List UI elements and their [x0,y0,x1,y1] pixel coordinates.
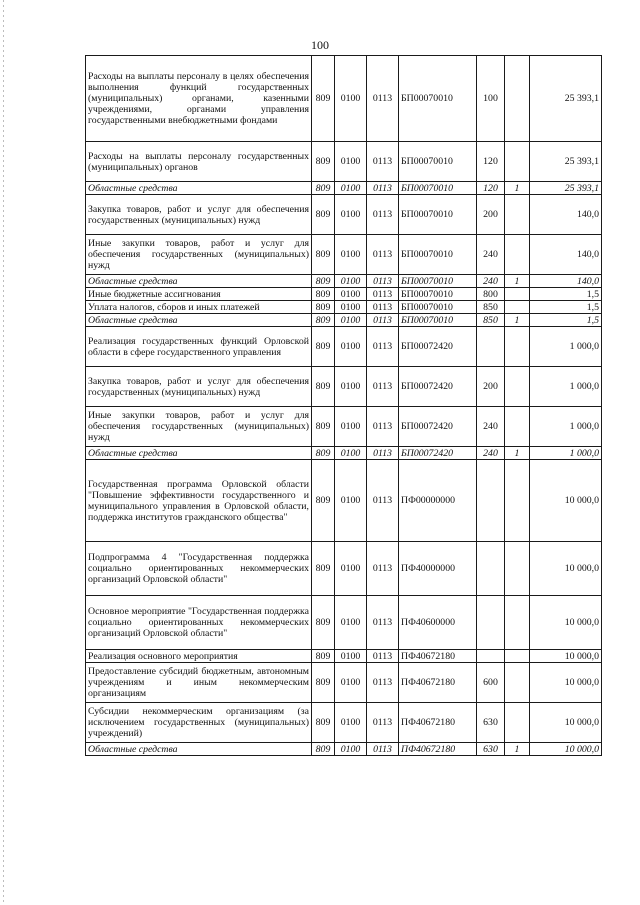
row-name: Иные закупки товаров, работ и услуг для обеспечения государственных (муниципальных) нужд [86,407,312,447]
row-target-code: БП00072420 [399,447,477,460]
row-target-code: БП00072420 [399,367,477,407]
row-fund-source [505,703,530,743]
row-expense-type [477,650,505,663]
row-section: 0100 [335,743,367,756]
row-target-code: БП00070010 [399,142,477,182]
row-section: 0100 [335,663,367,703]
row-amount: 1,5 [530,314,602,327]
row-fund-source [505,650,530,663]
row-target-code: БП00070010 [399,195,477,235]
table-row [86,596,602,650]
row-amount: 140,0 [530,235,602,275]
row-grbs: 809 [312,56,335,142]
row-target-code: ПФ40672180 [399,703,477,743]
row-amount: 1 000,0 [530,367,602,407]
row-name: Уплата налогов, сборов и иных платежей [86,301,312,314]
row-subsection: 0113 [367,235,399,275]
row-fund-source: 1 [505,447,530,460]
row-fund-source [505,235,530,275]
row-name: Иные закупки товаров, работ и услуг для обеспечения государственных (муниципальных) нужд [86,235,312,275]
row-section: 0100 [335,275,367,288]
row-amount: 25 393,1 [530,142,602,182]
row-fund-source [505,663,530,703]
row-expense-type: 120 [477,182,505,195]
table-row [86,327,602,367]
row-expense-type: 120 [477,142,505,182]
scan-margin-line [3,0,4,905]
row-expense-type [477,460,505,542]
table-row [86,288,602,301]
row-subsection: 0113 [367,195,399,235]
row-subsection: 0113 [367,703,399,743]
row-expense-type: 630 [477,743,505,756]
row-amount: 10 000,0 [530,542,602,596]
row-expense-type: 850 [477,314,505,327]
row-subsection: 0113 [367,56,399,142]
row-section: 0100 [335,182,367,195]
row-fund-source [505,327,530,367]
row-grbs: 809 [312,650,335,663]
row-section: 0100 [335,650,367,663]
row-fund-source [505,407,530,447]
table-row [86,56,602,142]
row-grbs: 809 [312,367,335,407]
row-target-code: БП00072420 [399,407,477,447]
row-subsection: 0113 [367,314,399,327]
row-fund-source: 1 [505,275,530,288]
row-section: 0100 [335,301,367,314]
row-name: Основное мероприятие "Государственная поддержка социально ориентированных некоммерческих организаций Орловской области" [86,596,312,650]
table-row [86,367,602,407]
row-expense-type: 240 [477,235,505,275]
row-subsection: 0113 [367,275,399,288]
row-grbs: 809 [312,743,335,756]
row-grbs: 809 [312,142,335,182]
row-subsection: 0113 [367,367,399,407]
row-name: Закупка товаров, работ и услуг для обеспечения государственных (муниципальных) нужд [86,195,312,235]
row-target-code: БП00070010 [399,56,477,142]
table-row [86,195,602,235]
row-amount: 25 393,1 [530,56,602,142]
row-expense-type: 200 [477,195,505,235]
page-number: 100 [311,38,329,52]
row-fund-source [505,301,530,314]
row-name: Расходы на выплаты персоналу в целях обеспечения выполнения функций государственных (муниципальных) органами, казенными учреждениями, органами управления государственными внебюджетными фондами [86,56,312,142]
row-name: Областные средства [86,743,312,756]
row-name: Областные средства [86,182,312,195]
table-row [86,542,602,596]
row-grbs: 809 [312,235,335,275]
row-amount: 140,0 [530,195,602,235]
row-fund-source [505,460,530,542]
row-subsection: 0113 [367,301,399,314]
row-target-code: БП00072420 [399,327,477,367]
row-grbs: 809 [312,314,335,327]
row-name: Реализация основного мероприятия [86,650,312,663]
row-section: 0100 [335,367,367,407]
row-target-code: БП00070010 [399,275,477,288]
row-name: Предоставление субсидий бюджетным, автономным учреждениям и иным некоммерческим организациям [86,663,312,703]
row-section: 0100 [335,142,367,182]
row-fund-source [505,56,530,142]
row-name: Иные бюджетные ассигнования [86,288,312,301]
row-target-code: БП00070010 [399,301,477,314]
row-name: Расходы на выплаты персоналу государственных (муниципальных) органов [86,142,312,182]
row-section: 0100 [335,460,367,542]
row-fund-source [505,142,530,182]
row-name: Областные средства [86,447,312,460]
row-amount: 1,5 [530,301,602,314]
row-subsection: 0113 [367,650,399,663]
row-subsection: 0113 [367,142,399,182]
row-target-code: ПФ40672180 [399,650,477,663]
table-row [86,650,602,663]
row-target-code: ПФ40672180 [399,663,477,703]
row-section: 0100 [335,288,367,301]
row-amount: 1 000,0 [530,407,602,447]
row-expense-type [477,596,505,650]
row-subsection: 0113 [367,288,399,301]
row-subsection: 0113 [367,182,399,195]
row-expense-type: 200 [477,367,505,407]
row-section: 0100 [335,195,367,235]
row-amount: 10 000,0 [530,460,602,542]
row-grbs: 809 [312,407,335,447]
table-row [86,460,602,542]
table-row [86,703,602,743]
row-name: Закупка товаров, работ и услуг для обеспечения государственных (муниципальных) нужд [86,367,312,407]
row-amount: 10 000,0 [530,743,602,756]
budget-table [85,55,602,756]
row-name: Областные средства [86,314,312,327]
row-fund-source: 1 [505,182,530,195]
row-grbs: 809 [312,596,335,650]
row-section: 0100 [335,407,367,447]
row-expense-type: 100 [477,56,505,142]
row-subsection: 0113 [367,407,399,447]
row-amount: 10 000,0 [530,650,602,663]
row-expense-type [477,542,505,596]
row-target-code: БП00070010 [399,314,477,327]
row-expense-type [477,327,505,367]
table-row [86,182,602,195]
row-target-code: ПФ40600000 [399,596,477,650]
row-subsection: 0113 [367,596,399,650]
row-target-code: ПФ00000000 [399,460,477,542]
row-subsection: 0113 [367,663,399,703]
row-amount: 140,0 [530,275,602,288]
row-grbs: 809 [312,275,335,288]
row-name: Областные средства [86,275,312,288]
row-grbs: 809 [312,327,335,367]
row-section: 0100 [335,56,367,142]
row-section: 0100 [335,314,367,327]
row-name: Государственная программа Орловской области "Повышение эффективности государственного и муниципального управления в Орловской области, поддержка институтов гражданского общества" [86,460,312,542]
row-section: 0100 [335,596,367,650]
table-row [86,301,602,314]
row-fund-source: 1 [505,314,530,327]
row-subsection: 0113 [367,743,399,756]
row-section: 0100 [335,703,367,743]
row-subsection: 0113 [367,327,399,367]
row-target-code: ПФ40000000 [399,542,477,596]
row-grbs: 809 [312,301,335,314]
table-row [86,663,602,703]
row-target-code: БП00070010 [399,182,477,195]
row-fund-source [505,195,530,235]
row-grbs: 809 [312,288,335,301]
row-expense-type: 600 [477,663,505,703]
table-row [86,407,602,447]
row-subsection: 0113 [367,542,399,596]
row-amount: 10 000,0 [530,663,602,703]
table-row [86,447,602,460]
row-amount: 1 000,0 [530,447,602,460]
row-grbs: 809 [312,447,335,460]
row-name: Подпрограмма 4 "Государственная поддержка социально ориентированных некоммерческих организаций Орловской области" [86,542,312,596]
table-row [86,235,602,275]
row-subsection: 0113 [367,447,399,460]
row-fund-source [505,542,530,596]
row-target-code: БП00070010 [399,235,477,275]
table-row [86,743,602,756]
row-section: 0100 [335,542,367,596]
row-target-code: БП00070010 [399,288,477,301]
row-fund-source [505,288,530,301]
row-expense-type: 800 [477,288,505,301]
row-section: 0100 [335,235,367,275]
row-amount: 25 393,1 [530,182,602,195]
row-expense-type: 240 [477,447,505,460]
row-grbs: 809 [312,703,335,743]
row-amount: 10 000,0 [530,703,602,743]
row-expense-type: 240 [477,407,505,447]
row-fund-source: 1 [505,743,530,756]
row-expense-type: 630 [477,703,505,743]
row-fund-source [505,367,530,407]
row-grbs: 809 [312,663,335,703]
table-row [86,142,602,182]
row-section: 0100 [335,447,367,460]
row-target-code: ПФ40672180 [399,743,477,756]
row-section: 0100 [335,327,367,367]
row-name: Субсидии некоммерческим организациям (за исключением государственных (муниципальных) учреждений) [86,703,312,743]
row-expense-type: 240 [477,275,505,288]
row-grbs: 809 [312,460,335,542]
table-row [86,275,602,288]
table-row [86,314,602,327]
row-amount: 10 000,0 [530,596,602,650]
row-amount: 1 000,0 [530,327,602,367]
row-subsection: 0113 [367,460,399,542]
row-expense-type: 850 [477,301,505,314]
row-amount: 1,5 [530,288,602,301]
row-grbs: 809 [312,542,335,596]
row-name: Реализация государственных функций Орловской области в сфере государственного управления [86,327,312,367]
row-fund-source [505,596,530,650]
row-grbs: 809 [312,195,335,235]
row-grbs: 809 [312,182,335,195]
